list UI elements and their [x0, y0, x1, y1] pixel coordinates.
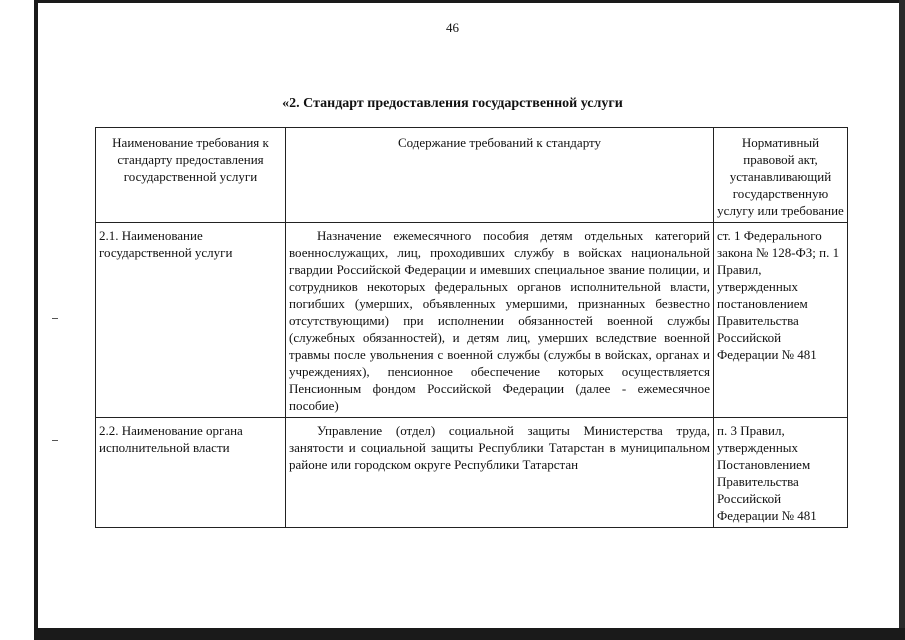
row-2-requirement-name: 2.2. Наименование органа исполнительной власти [96, 418, 286, 528]
row-1-requirement-content: Назначение ежемесячного пособия детям отдельных категорий военнослужащих, лиц, проходивших службу в войсках национальной гвардии Российской Федерации и имевших специальное звание полиции, и сотрудников некоторых федеральных органов исполнительной власти, погибших (умерших, объявленных умершими, признанных безвестно отсутствующими) при исполнении обязанностей военной службы (служебных обязанностей), и детям лиц, умерших вследствие военной травмы после увольнения с военной службы (службы в войсках, органах и учреждениях), пенсионное обеспечение которых осуществляется Пенсионным фондом Российской Федерации (далее - ежемесячное пособие) [286, 223, 714, 418]
table-row [96, 418, 848, 528]
requirements-table [95, 127, 848, 528]
header-normative-act: Нормативный правовой акт, устанавливающий государственную услугу или требование [714, 128, 848, 223]
scan-speck [52, 440, 58, 441]
row-2-requirement-content: Управление (отдел) социальной защиты Министерства труда, занятости и социальной защиты Республики Татарстан в муниципальном районе или городском округе Республики Татарстан [286, 418, 714, 528]
header-requirement-content: Содержание требований к стандарту [286, 128, 714, 223]
table-header-row [96, 128, 848, 223]
scan-top-edge [38, 0, 905, 3]
row-1-normative-act: ст. 1 Федерального закона № 128-ФЗ; п. 1 Правил, утвержденных постановлением Правительства Российской Федерации № 481 [714, 223, 848, 418]
section-title: «2. Стандарт предоставления государственной услуги [282, 96, 623, 111]
table-row [96, 223, 848, 418]
row-1-requirement-name: 2.1. Наименование государственной услуги [96, 223, 286, 418]
header-requirement-name: Наименование требования к стандарту предоставления государственной услуги [96, 128, 286, 223]
page-number: 46 [446, 20, 459, 35]
row-2-normative-act: п. 3 Правил, утвержденных Постановлением Правительства Российской Федерации № 481 [714, 418, 848, 528]
scan-speck [52, 318, 58, 319]
scan-bottom-edge [34, 628, 905, 640]
